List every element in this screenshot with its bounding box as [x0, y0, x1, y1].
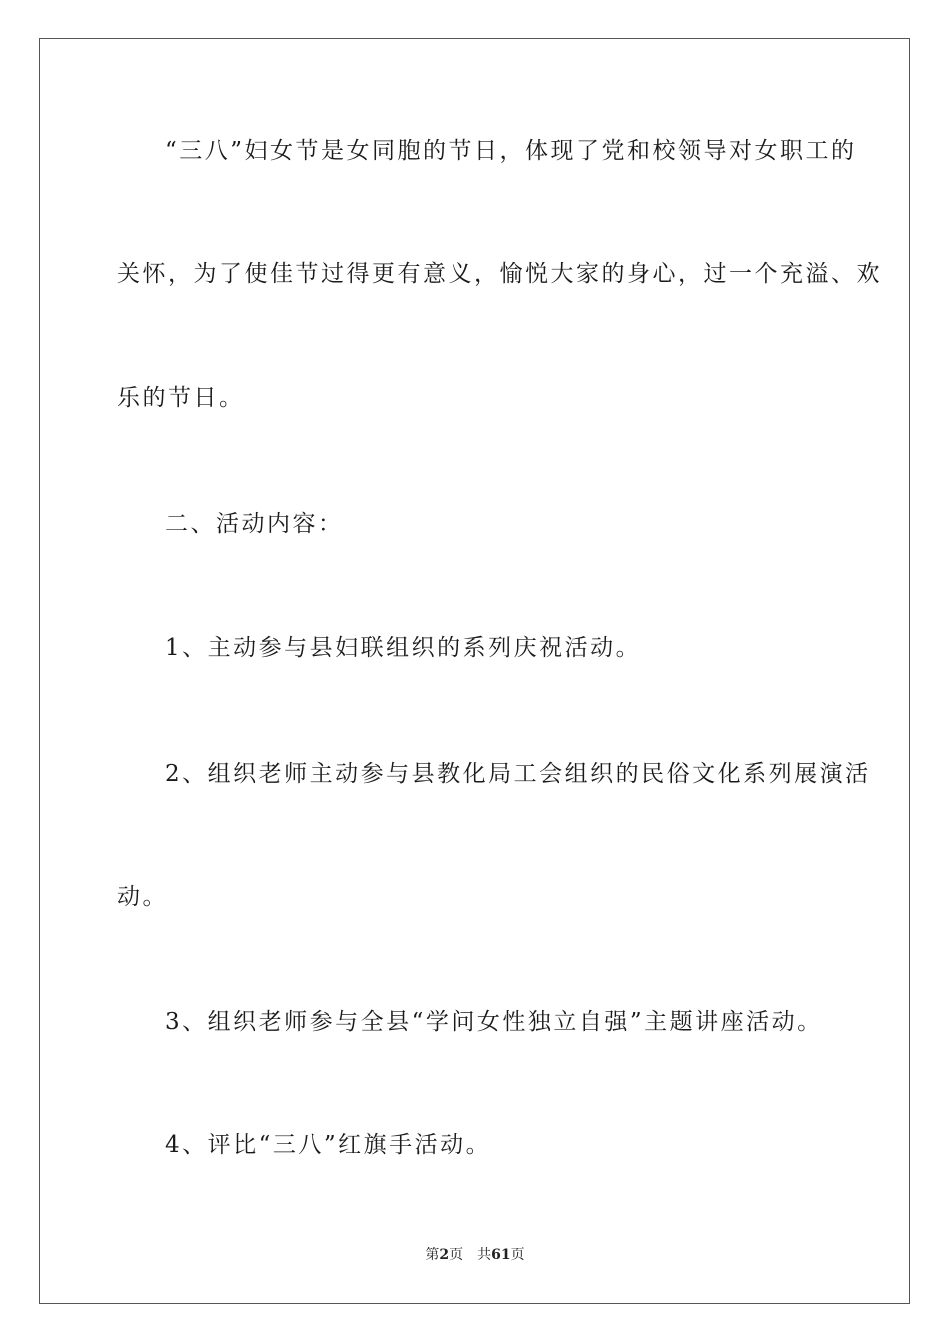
list-item: 1、主动参与县妇联组织的系列庆祝活动。	[165, 635, 642, 661]
list-item: 2、组织老师主动参与县教化局工会组织的民俗文化系列展演活	[165, 761, 871, 787]
page-frame	[39, 38, 910, 1304]
page-prefix: 第	[425, 1247, 440, 1263]
total-suffix: 页	[510, 1247, 525, 1263]
page-footer	[0, 1245, 950, 1265]
list-item: 3、组织老师参与全县“学问女性独立自强”主题讲座活动。	[165, 1009, 823, 1035]
section-heading: 二、活动内容：	[165, 511, 344, 537]
total-pages: 61	[491, 1247, 511, 1263]
paragraph-line: 关怀，为了使佳节过得更有意义，愉悦大家的身心，过一个充溢、欢	[117, 261, 882, 287]
paragraph-line: “三八”妇女节是女同胞的节日，体现了党和校领导对女职工的	[165, 138, 857, 164]
paragraph-line: 乐的节日。	[117, 385, 245, 411]
list-item: 4、评比“三八”红旗手活动。	[165, 1132, 492, 1158]
list-item-continuation: 动。	[117, 884, 168, 910]
page-number: 2	[439, 1247, 450, 1263]
total-prefix: 共	[477, 1247, 492, 1263]
page-suffix: 页	[449, 1247, 464, 1263]
